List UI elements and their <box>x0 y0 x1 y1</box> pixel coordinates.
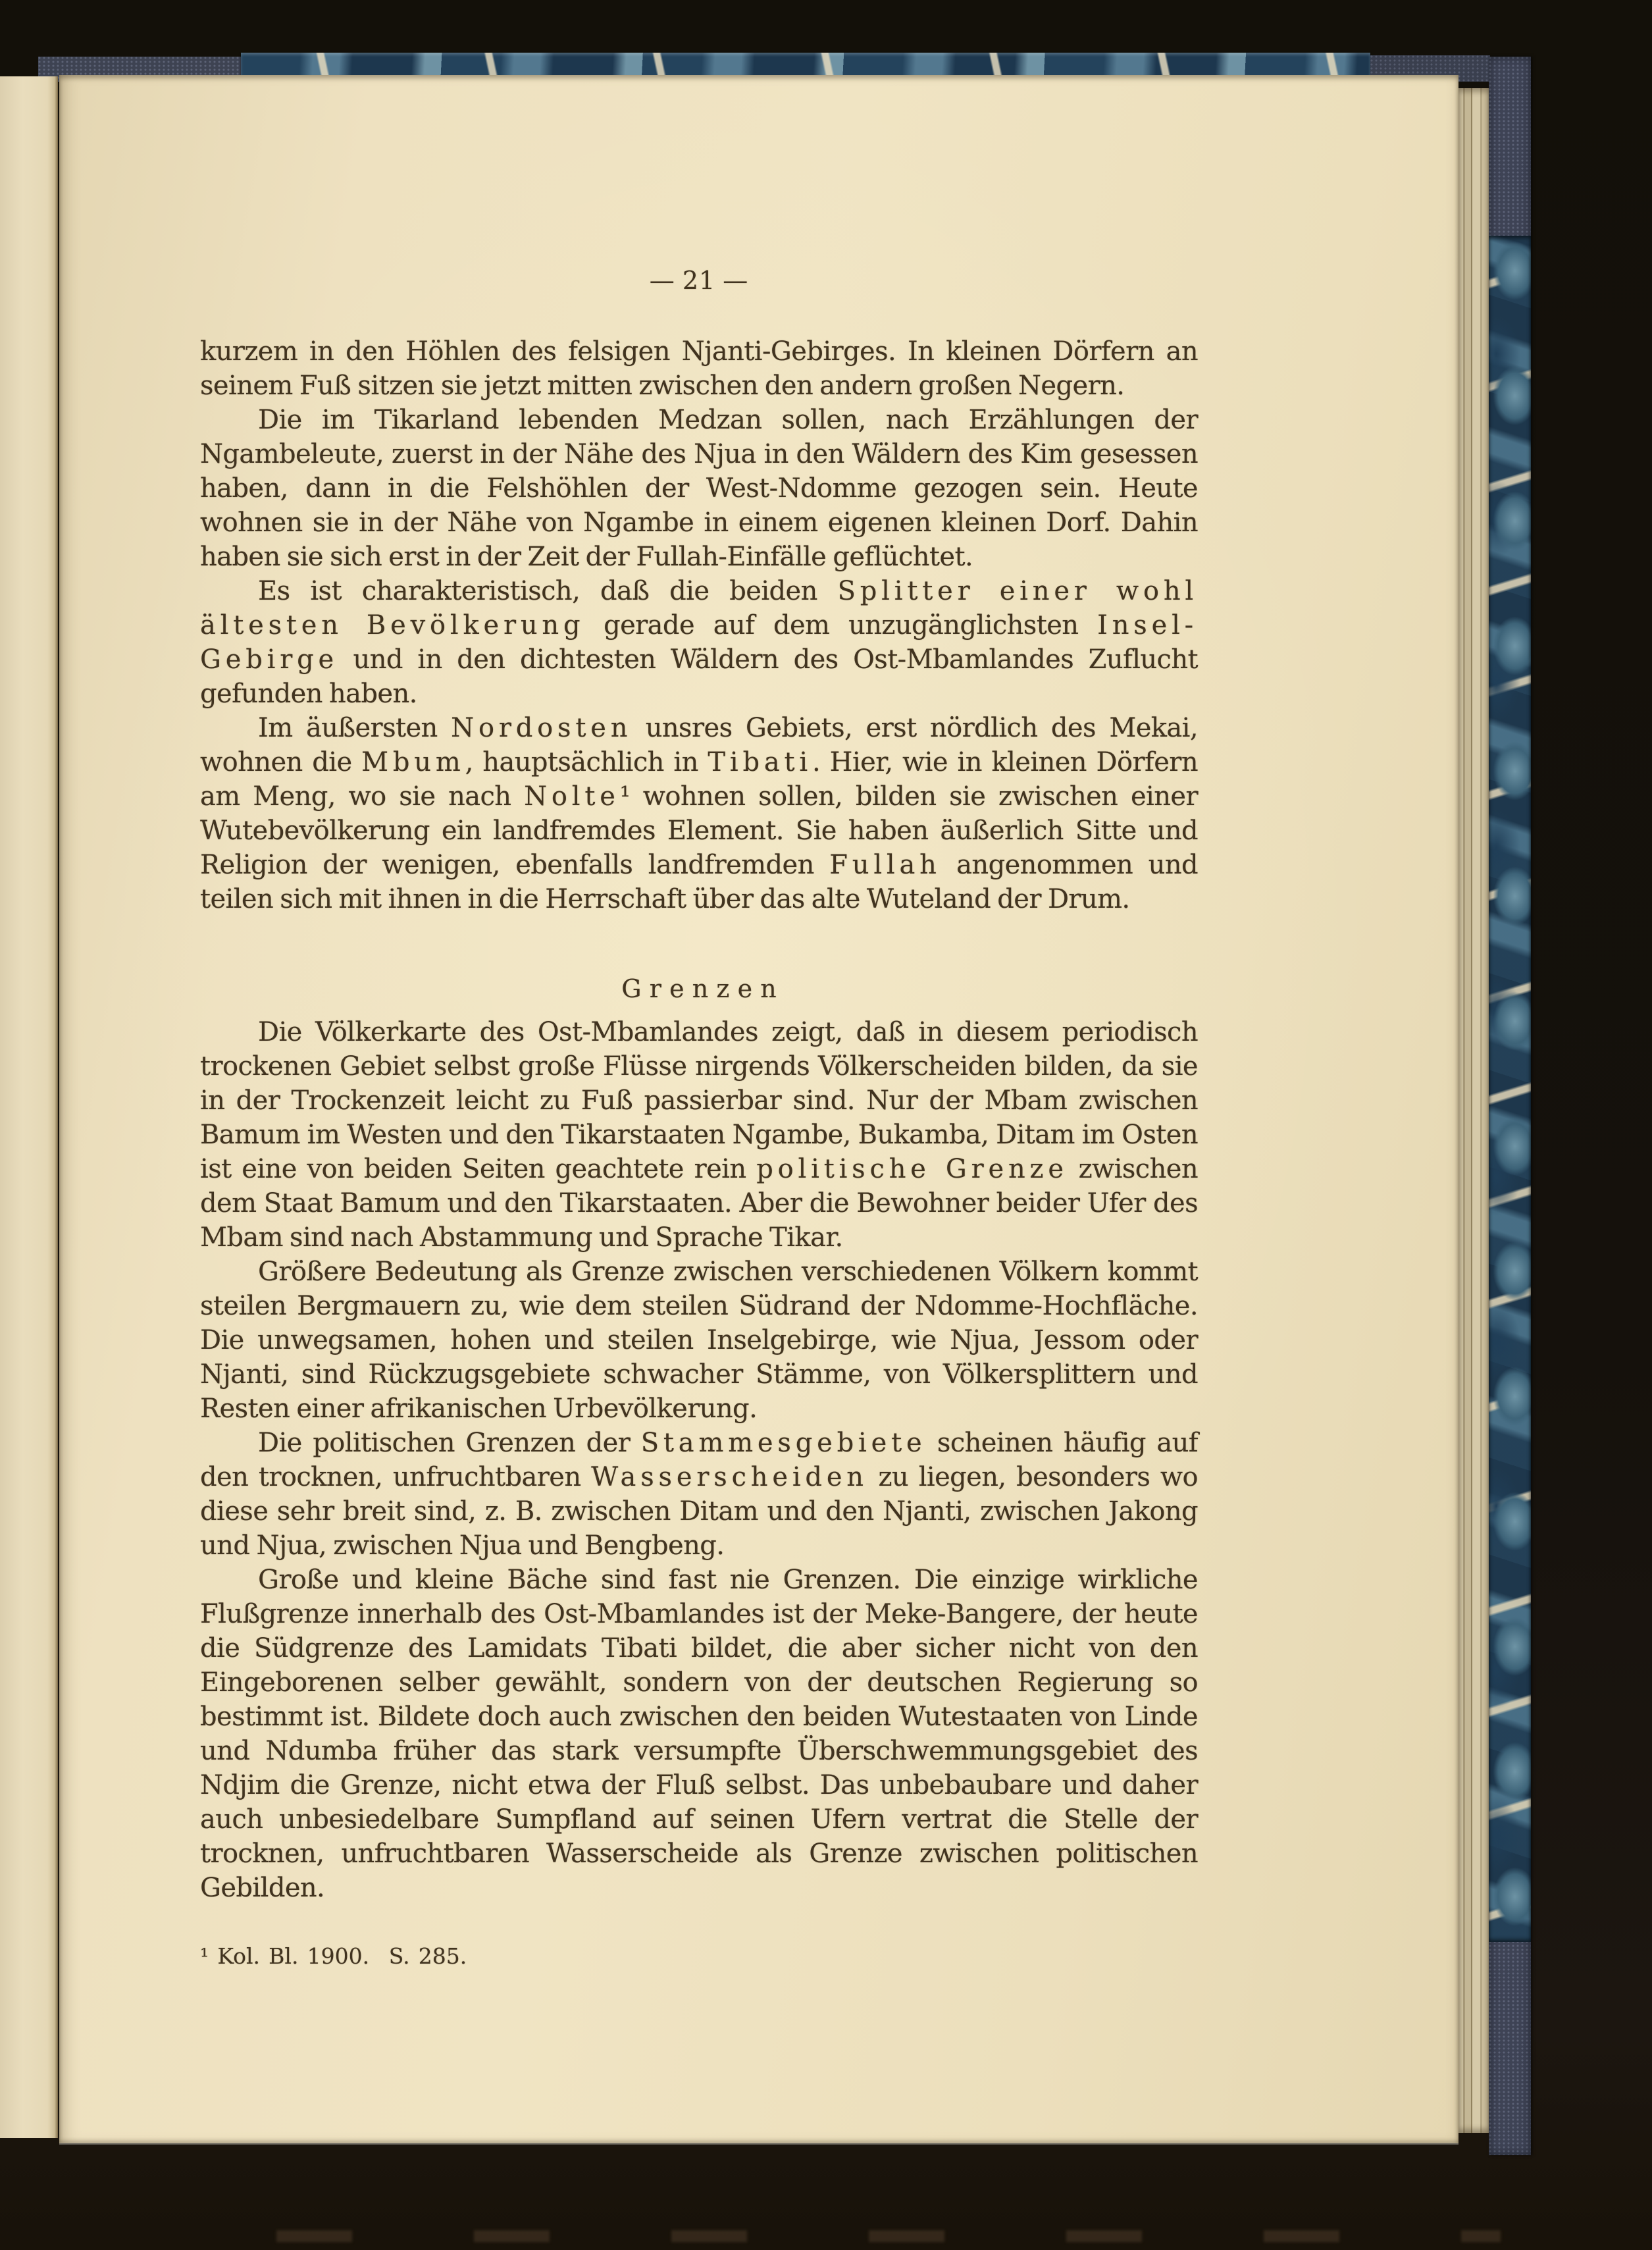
text-run: Die im Tikarland lebenden Medzan sollen, nach Erzählungen der Ngambeleute, zuerst in der Nähe des Njua in den Wäldern des Kim gesessen haben, dann in die Felshöhlen der West-Ndomme gezogen sein. Heute wohnen sie in der Nähe von Ngambe in einem eigenen kleinen Dorf. Dahin haben sie sich erst in der Zeit der Fullah-Einfälle geflüchtet. <box>200 405 1198 572</box>
book-page <box>59 75 1458 2143</box>
text-run: kurzem in den Höhlen des felsigen Njanti-Gebirges. In kleinen Dörfern an seinem Fuß sitzen sie jetzt mitten zwischen den andern großen Negern. <box>200 336 1198 401</box>
letterspaced-text-run: Nordosten <box>451 713 632 743</box>
text-run: Große und kleine Bäche sind fast nie Grenzen. Die einzige wirkliche Flußgrenze innerhalb des Ost-Mbamlandes ist der Meke-Bangere, der heute die Südgrenze des Lamidats Tibati bildet, die aber sicher nicht von den Eingeborenen selber gewählt, sondern von der deutschen Regierung so bestimmt ist. Bildete doch auch zwischen den beiden Wutestaaten von Linde und Ndumba früher das stark versumpfte Überschwemmungsgebiet des Ndjim die Grenze, nicht etwa der Fluß selbst. Das unbebaubare und daher auch unbesiedelbare Sumpfland auf seinen Ufern vertrat die Stelle der trocknen, unfruchtbaren Wasserscheide als Grenze zwischen politischen Gebilden. <box>200 1565 1198 1903</box>
section-heading: Grenzen <box>621 974 785 1003</box>
paragraph <box>200 574 1198 711</box>
paragraph <box>200 1255 1198 1426</box>
text-run: ¹ wohnen sollen, bilden sie zwischen einer Wutebevölkerung ein landfremdes Element. Sie haben äußerlich Sitte und Religion der wenigen, ebenfalls landfremden <box>200 781 1198 880</box>
paragraph <box>200 1426 1198 1563</box>
text-run: und in den dichtesten Wäldern des Ost-Mbamlandes Zuflucht gefunden haben. <box>200 644 1198 709</box>
cloth-stitch-marks <box>276 2230 1501 2242</box>
letterspaced-text-run: Mbum <box>361 747 465 777</box>
paragraph <box>200 1563 1198 1905</box>
letterspaced-text-run: Wasserscheiden <box>591 1462 868 1492</box>
page-bottom-edge-highlight <box>59 2143 1458 2145</box>
letterspaced-text-run: Stammesgebiete <box>640 1428 927 1458</box>
paragraph <box>200 334 1198 403</box>
letterspaced-text-run: Fullah <box>829 850 941 880</box>
footnote: ¹ Kol. Bl. 1900. S. 285. <box>200 1943 467 1969</box>
book-cover-right-board <box>1489 57 1531 2155</box>
text-run: Die politischen Grenzen der <box>258 1428 641 1458</box>
text-run: Im äußersten <box>258 713 452 743</box>
text-run: Es ist charakteristisch, daß die beiden <box>258 576 838 606</box>
text-run: Die Völkerkarte des Ost-Mbamlandes zeigt, daß in diesem periodisch trockenen Gebiet selbst große Flüsse nirgends Völkerscheiden bilden, da sie in der Trockenzeit leicht zu Fuß passierbar sind. Nur der Mbam zwischen Bamum im Westen und den Tikarstaaten Ngambe, Bukamba, Ditam im Osten ist eine von beiden Seiten geachtete rein <box>200 1017 1198 1184</box>
page-edges-stack <box>1458 88 1489 2133</box>
paragraph <box>200 1015 1198 1255</box>
letterspaced-text-run: Tibati <box>708 747 812 777</box>
text-run: gerade auf dem unzugänglichsten <box>584 610 1098 641</box>
body-paragraphs-lower <box>200 1015 1198 1905</box>
text-run: Größere Bedeutung als Grenze zwischen verschiedenen Völkern kommt steilen Bergmauern zu, wie dem steilen Südrand der Ndomme-Hochfläche. Die unwegsamen, hohen und steilen Inselgebirge, wie Njua, Jessom oder Njanti, sind Rückzugsgebiete schwacher Stämme, von Völkersplittern und Resten einer afrikanischen Urbevölkerung. <box>200 1257 1198 1424</box>
facing-page-edge <box>0 76 58 2138</box>
letterspaced-text-run: Insel-Gebirge <box>200 610 1198 675</box>
text-run: zwischen dem Staat Bamum und den Tikarstaaten. Aber die Bewohner beider Ufer des Mbam sind nach Abstammung und Sprache Tikar. <box>200 1154 1199 1253</box>
text-run: . Hier, wie in kleinen Dörfern am Meng, wo sie nach <box>200 747 1198 812</box>
marbled-paper-fore-edge <box>1489 236 1531 1942</box>
paragraph <box>200 403 1198 574</box>
letterspaced-text-run: politische Grenze <box>756 1154 1068 1184</box>
text-run: zu liegen, besonders wo diese sehr breit sind, z. B. zwischen Ditam und den Njanti, zwischen Jakong und Njua, zwischen Njua und Bengbeng. <box>200 1462 1198 1561</box>
text-run: unsres Gebiets, erst nördlich des Mekai, wohnen die <box>200 713 1198 777</box>
body-paragraphs-upper <box>200 334 1198 916</box>
page-number: — 21 — <box>649 266 749 295</box>
text-run: , hauptsächlich in <box>465 747 708 777</box>
text-run: scheinen häufig auf den trocknen, unfruchtbaren <box>200 1428 1198 1492</box>
paragraph <box>200 711 1198 916</box>
letterspaced-text-run: Splitter einer wohl ältesten Bevölkerung <box>200 576 1198 641</box>
letterspaced-text-run: Nolte <box>524 781 620 812</box>
text-block <box>200 263 1198 1971</box>
text-run: angenommen und teilen sich mit ihnen in die Herrschaft über das alte Wuteland der Drum. <box>200 850 1198 914</box>
